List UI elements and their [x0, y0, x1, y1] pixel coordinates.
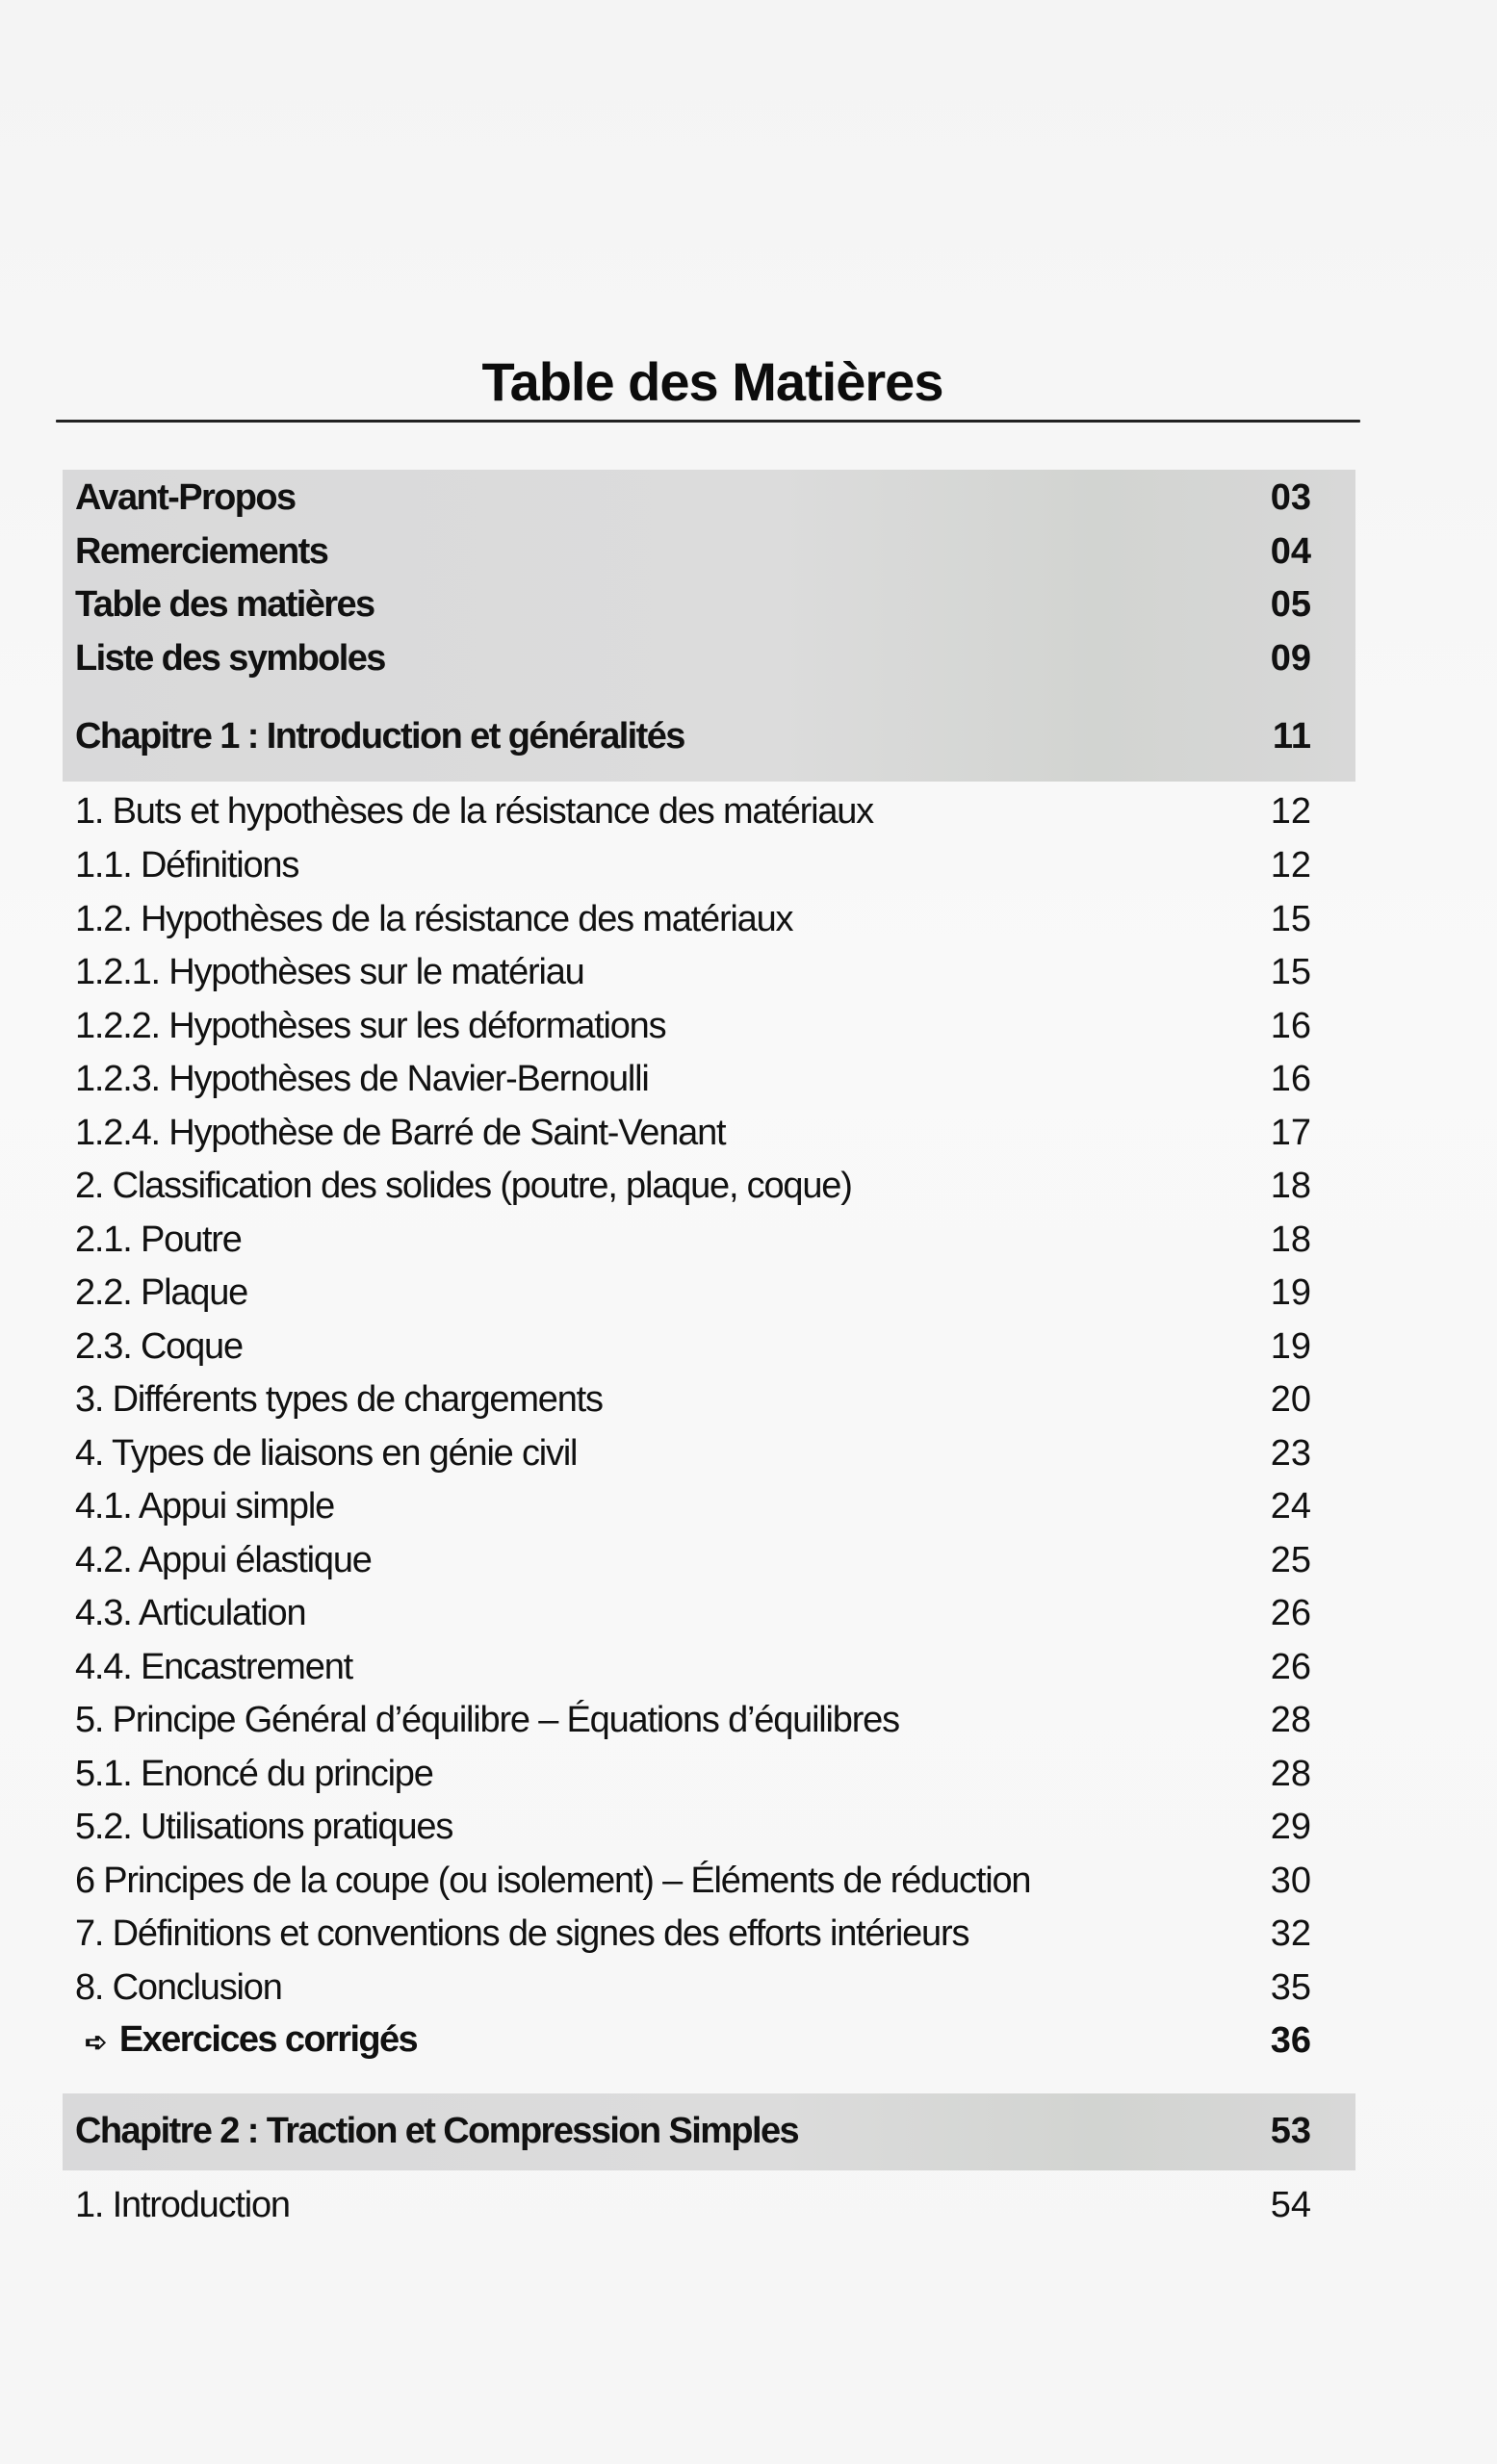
toc-entry[interactable] [75, 1322, 1311, 1372]
toc-entry[interactable] [75, 947, 1311, 997]
toc-entry-label: 1.2.4. Hypothèse de Barré de Saint-Venant [75, 1113, 726, 1153]
toc-entry-label: 1.2.3. Hypothèses de Navier-Bernoulli [75, 1059, 649, 1099]
toc-entry-page: 35 [1270, 1967, 1311, 2008]
toc-entry-label: 5. Principe Général d’équilibre – Équations d’équilibres [75, 1700, 899, 1740]
toc-entry[interactable] [75, 1054, 1311, 1104]
toc-entry-page: 15 [1270, 899, 1311, 939]
toc-entry-label: 2. Classification des solides (poutre, plaque, coque) [75, 1166, 852, 1206]
toc-entry-label: 2.2. Plaque [75, 1272, 248, 1313]
toc-entry[interactable] [75, 1108, 1311, 1158]
arrow-right-icon: ➪ [85, 2026, 106, 2057]
toc-entry-page: 28 [1270, 1754, 1311, 1794]
toc-entry-page: 09 [1270, 638, 1311, 679]
toc-entry-label: 4.4. Encastrement [75, 1647, 352, 1687]
toc-entry[interactable] [75, 1001, 1311, 1051]
toc-entry[interactable] [75, 1856, 1311, 1906]
toc-entry-label: 4. Types de liaisons en génie civil [75, 1433, 578, 1474]
toc-entry-page: 25 [1270, 1540, 1311, 1580]
chapter-heading-page: 53 [1270, 2111, 1311, 2151]
toc-entry-label: Liste des symboles [75, 638, 385, 679]
toc-entry-page: 16 [1270, 1006, 1311, 1046]
toc-entry-exercices-corriges[interactable] [75, 2015, 1311, 2066]
toc-entry-page: 16 [1270, 1059, 1311, 1099]
toc-entry-label: Remerciements [75, 531, 328, 572]
toc-entry[interactable] [75, 1695, 1311, 1745]
toc-entry-label: 4.1. Appui simple [75, 1486, 334, 1527]
toc-entry-page: 26 [1270, 1593, 1311, 1633]
toc-entry-page: 18 [1270, 1219, 1311, 1260]
toc-entry[interactable] [75, 1588, 1311, 1638]
toc-entry-label: 1.2.1. Hypothèses sur le matériau [75, 952, 584, 992]
toc-entry-page: 29 [1270, 1807, 1311, 1847]
toc-entry-label: 2.3. Coque [75, 1326, 243, 1367]
toc-entry-page: 04 [1270, 531, 1311, 572]
toc-chapter-2-heading[interactable] [75, 2106, 1311, 2156]
toc-entry-label: 1.1. Définitions [75, 845, 299, 886]
toc-entry-label: 2.1. Poutre [75, 1219, 242, 1260]
chapter-heading-label: Chapitre 1 : Introduction et généralités [75, 716, 684, 757]
toc-entry-page: 36 [1270, 2020, 1311, 2061]
toc-entry[interactable] [75, 2180, 1311, 2230]
toc-entry-label: 7. Définitions et conventions de signes des efforts intérieurs [75, 1913, 969, 1954]
toc-entry-page: 23 [1270, 1433, 1311, 1474]
toc-entry-label: 1.2.2. Hypothèses sur les déformations [75, 1006, 666, 1046]
chapter-heading-page: 11 [1272, 716, 1311, 757]
toc-entry-label: 6 Principes de la coupe (ou isolement) – Éléments de réduction [75, 1861, 1031, 1901]
toc-entry[interactable] [75, 1535, 1311, 1585]
toc-entry-page: 30 [1270, 1861, 1311, 1901]
toc-entry[interactable] [75, 1268, 1311, 1318]
toc-entry-label: 8. Conclusion [75, 1967, 282, 2008]
toc-entry[interactable] [75, 1161, 1311, 1211]
toc-entry-page: 28 [1270, 1700, 1311, 1740]
toc-entry-label: Table des matières [75, 584, 374, 625]
toc-entry-label: 1. Buts et hypothèses de la résistance des matériaux [75, 791, 873, 832]
toc-entry-page: 12 [1270, 791, 1311, 832]
toc-entry-page: 15 [1270, 952, 1311, 992]
toc-entry-page: 18 [1270, 1166, 1311, 1206]
toc-entry-page: 19 [1270, 1272, 1311, 1313]
toc-entry[interactable] [75, 1428, 1311, 1478]
toc-entry-avant-propos[interactable] [75, 473, 1311, 523]
title-underline [56, 420, 1360, 423]
toc-entry-page: 32 [1270, 1913, 1311, 1954]
toc-entry[interactable] [75, 1642, 1311, 1692]
toc-entry[interactable] [75, 894, 1311, 944]
toc-entry-page: 03 [1270, 477, 1311, 518]
toc-entry-label: Exercices corrigés [118, 2018, 418, 2060]
toc-entry-label: 4.2. Appui élastique [75, 1540, 372, 1580]
toc-entry-label: Avant-Propos [75, 477, 296, 518]
toc-entry-label: 1.2. Hypothèses de la résistance des matériaux [75, 899, 793, 939]
toc-entry-label: 4.3. Articulation [75, 1593, 306, 1633]
toc-entry-label: 3. Différents types de chargements [75, 1379, 603, 1420]
toc-entry-page: 19 [1270, 1326, 1311, 1367]
page-title: Table des Matières [481, 351, 943, 412]
toc-entry-page: 17 [1270, 1113, 1311, 1153]
toc-entry[interactable] [75, 786, 1311, 836]
toc-chapter-1-heading[interactable] [75, 711, 1311, 761]
toc-entry-page: 24 [1270, 1486, 1311, 1527]
toc-entry-page: 05 [1270, 584, 1311, 625]
toc-entry[interactable] [75, 1749, 1311, 1799]
toc-entry-label: 5.1. Enoncé du principe [75, 1754, 433, 1794]
toc-entry-label: 1. Introduction [75, 2185, 290, 2225]
toc-entry[interactable] [75, 1374, 1311, 1424]
toc-entry[interactable] [75, 1481, 1311, 1531]
toc-entry[interactable] [75, 840, 1311, 890]
toc-entry[interactable] [75, 1909, 1311, 1959]
toc-entry-page: 20 [1270, 1379, 1311, 1420]
chapter-heading-label: Chapitre 2 : Traction et Compression Simples [75, 2111, 799, 2151]
toc-entry-page: 12 [1270, 845, 1311, 886]
toc-entry[interactable] [75, 1215, 1311, 1265]
toc-entry-table-des-matieres[interactable] [75, 579, 1311, 629]
toc-entry-page: 26 [1270, 1647, 1311, 1687]
toc-entry-liste-des-symboles[interactable] [75, 633, 1311, 683]
toc-entry-remerciements[interactable] [75, 526, 1311, 577]
toc-entry-page: 54 [1270, 2185, 1311, 2225]
toc-entry[interactable] [75, 1963, 1311, 2013]
toc-entry-label: 5.2. Utilisations pratiques [75, 1807, 453, 1847]
toc-entry[interactable] [75, 1802, 1311, 1852]
